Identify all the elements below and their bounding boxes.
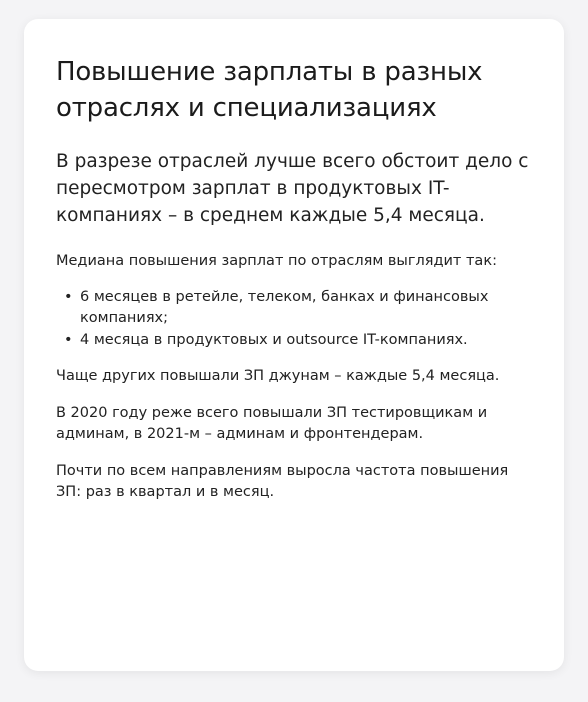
bullet-list xyxy=(56,287,532,352)
lowest-raise-paragraph: В 2020 году реже всего повышали ЗП тестировщикам и админам, в 2021-м – админам и фронтендерам. xyxy=(56,404,488,442)
intro-paragraph: Медиана повышения зарплат по отраслям выглядит так: xyxy=(56,253,497,269)
list-item xyxy=(56,287,532,330)
frequency-paragraph: Почти по всем направлениям выросла частота повышения ЗП: раз в квартал и в месяц. xyxy=(56,462,509,500)
article-title: Повышение зарплаты в разных отраслях и специализациях xyxy=(56,57,483,123)
lead-paragraph: В разрезе отраслей лучше всего обстоит дело с пересмотром зарплат в продуктовых IT-компаниях – в среднем каждые 5,4 месяца. xyxy=(56,151,529,226)
article-card xyxy=(24,19,564,671)
list-item-text: 6 месяцев в ретейле, телеком, банках и финансовых компаниях; xyxy=(80,288,489,326)
bullet-icon: • xyxy=(64,331,73,348)
list-item-text: 4 месяца в продуктовых и outsource IT-компаниях. xyxy=(80,331,468,348)
list-item xyxy=(56,330,532,352)
juniors-paragraph: Чаще других повышали ЗП джунам – каждые 5,4 месяца. xyxy=(56,368,500,384)
bullet-icon: • xyxy=(64,288,73,305)
